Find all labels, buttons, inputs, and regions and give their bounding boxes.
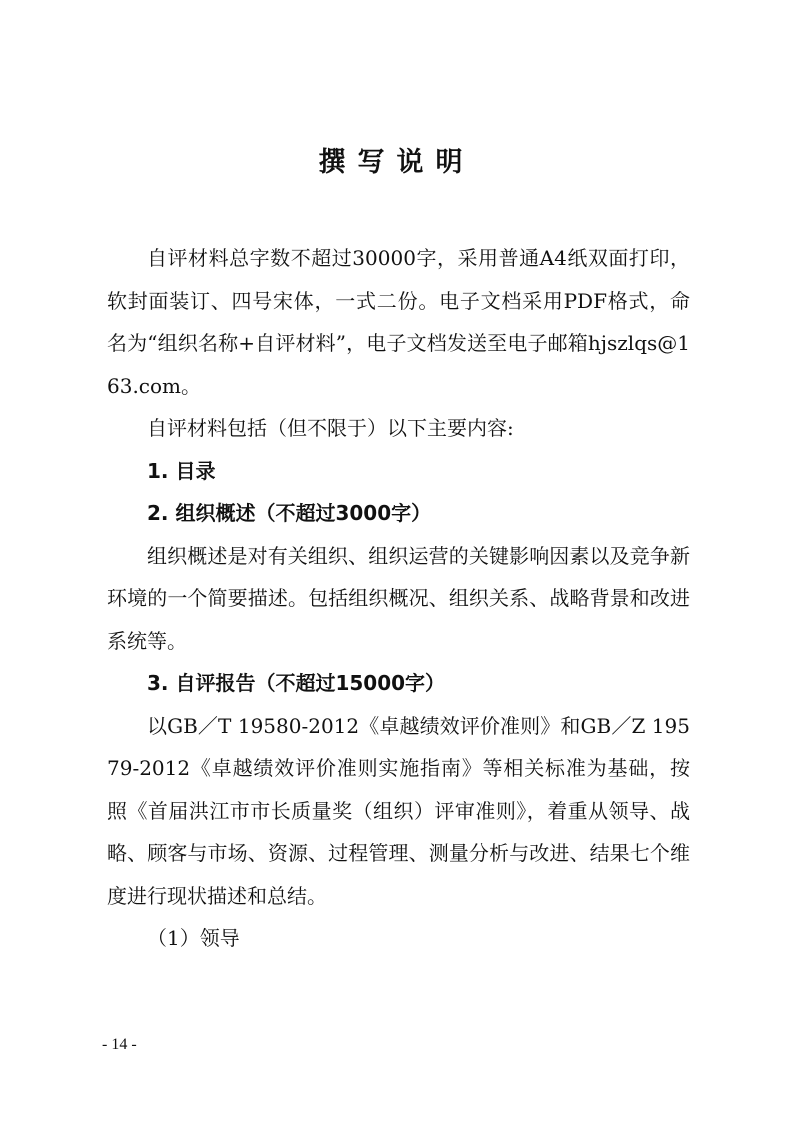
subsection-heading-leadership: （1）领导 (147, 926, 240, 950)
paragraph-contents-intro: 自评材料包括（但不限于）以下主要内容: (147, 416, 514, 440)
section-heading-overview: 2. 组织概述（不超过3000字） (147, 501, 432, 525)
paragraph-self-assessment: 以GB／T 19580-2012《卓越绩效评价准则》和GB／Z 19579-2012《卓越绩效评价准则实施指南》等相关标准为基础，按照《首届洪江市市长质量奖（组织）评审准则》，着重从领导、战略、顾客与市场、资源、过程管理、测量分析与改进、结果七个维度进行现状描述和总结。 (107, 713, 690, 908)
page-number: - 14 - (102, 1036, 137, 1053)
document-body (107, 237, 690, 960)
section-heading-toc: 1. 目录 (147, 458, 216, 483)
page-title: 撰写说明 (318, 147, 475, 178)
paragraph-overview: 组织概述是对有关组织、组织运营的关键影响因素以及竞争新环境的一个简要描述。包括组织概况、组织关系、战略背景和改进系统等。 (107, 543, 690, 653)
section-heading-self-assessment: 3. 自评报告（不超过15000字） (147, 671, 446, 695)
paragraph-requirements: 自评材料总字数不超过30000字，采用普通A4纸双面打印，软封面装订、四号宋体，一式二份。电子文档采用PDF格式，命名为“组织名称+自评材料”，电子文档发送至电子邮箱hjszlqs@163.com。 (107, 246, 690, 398)
